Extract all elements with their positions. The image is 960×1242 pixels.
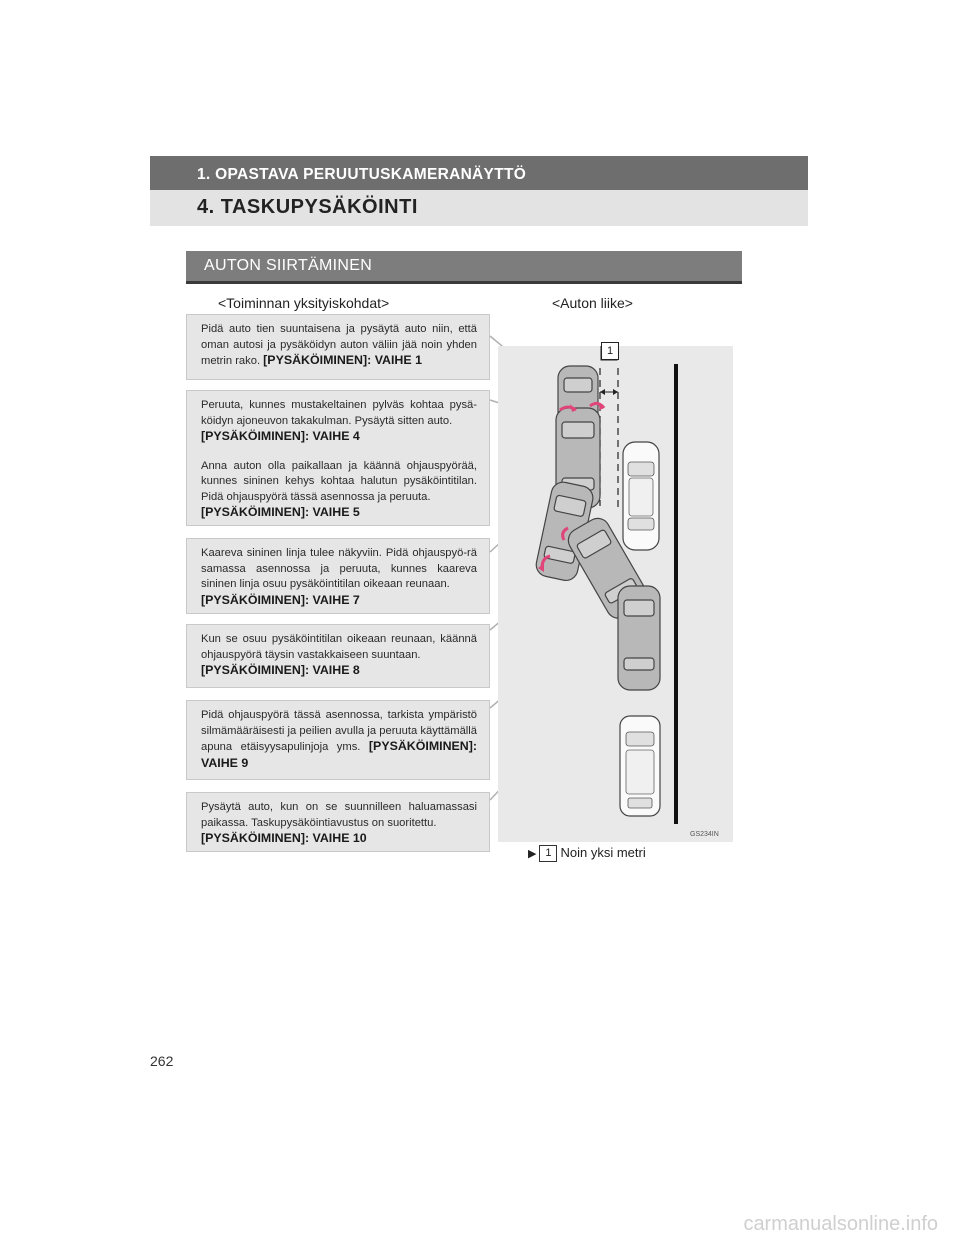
play-icon: ▶ bbox=[528, 848, 537, 860]
step-text: Kun se osuu pysäköintitilan oikeaan reunaan, käännä ohjauspyörä täysin vastakkaiseen suuntaan. bbox=[201, 633, 477, 661]
step-text: Pidä auto tien suuntaisena ja pysäytä auto niin, että oman autosi ja pysäköidyn auton väliin jää noin yhden metrin rako. bbox=[201, 323, 477, 367]
step-text: Pysäytä auto, kun on se suunnilleen haluamassasi paikassa. Taskupysäköintiavustus on suoritettu. bbox=[201, 801, 477, 829]
figure-note bbox=[528, 845, 646, 862]
step-text: Anna auton olla paikallaan ja käännä ohjauspyörää, kunnes sininen kehys kohtaa halutun pysäköintitilan. Pidä ohjauspyörä tässä asennossa ja peruuta. bbox=[201, 459, 477, 503]
step-label: [PYSÄKÖIMINEN]: VAIHE 8 bbox=[201, 663, 360, 677]
step-label: [PYSÄKÖIMINEN]: VAIHE 4 bbox=[201, 429, 360, 443]
step-label: [PYSÄKÖIMINEN]: VAIHE 7 bbox=[201, 592, 360, 607]
step-label: [PYSÄKÖIMINEN]: VAIHE 5 bbox=[201, 505, 360, 519]
step-label: [PYSÄKÖIMINEN]: VAIHE 9 bbox=[201, 739, 477, 770]
subsection-title: AUTON SIIRTÄMINEN bbox=[204, 257, 373, 274]
note-number: 1 bbox=[539, 845, 557, 862]
column-heading-right: <Auton liike> bbox=[552, 295, 633, 311]
callout-number: 1 bbox=[601, 342, 619, 360]
parking-diagram bbox=[498, 346, 733, 842]
section-title: 4. TASKUPYSÄKÖINTI bbox=[197, 196, 418, 218]
watermark: carmanualsonline.info bbox=[743, 1213, 938, 1235]
step-text: Kaareva sininen linja tulee näkyviin. Pidä ohjauspyö-rä samassa asennossa ja peruuta, kunnes kaareva sininen linja osuu pysäköintitilan oikeaan reunaan. bbox=[201, 547, 477, 590]
page-number: 262 bbox=[150, 1053, 174, 1069]
figure-code: GS234IN bbox=[690, 831, 719, 838]
parked-car-front bbox=[623, 442, 659, 550]
note-text: Noin yksi metri bbox=[560, 845, 646, 860]
parking-figure bbox=[498, 346, 733, 842]
car-position-5 bbox=[618, 586, 660, 690]
chapter-title: 1. OPASTAVA PERUUTUSKAMERANÄYTTÖ bbox=[197, 166, 527, 183]
step-label: [PYSÄKÖIMINEN]: VAIHE 10 bbox=[201, 831, 367, 845]
step-text: Pidä ohjauspyörä tässä asennossa, tarkista ympäristö silmämääräisesti ja peilien avulla ja peruuta käyttämällä apuna etäisyysapulinjoja yms. bbox=[201, 709, 477, 753]
column-heading-left: <Toiminnan yksityiskohdat> bbox=[218, 295, 390, 311]
step-label: [PYSÄKÖIMINEN]: VAIHE 1 bbox=[263, 353, 422, 367]
step-text: Peruuta, kunnes mustakeltainen pylväs kohtaa pysä-köidyn ajoneuvon takakulman. Pysäytä sitten auto. bbox=[201, 399, 477, 427]
parked-car-rear bbox=[620, 716, 660, 816]
